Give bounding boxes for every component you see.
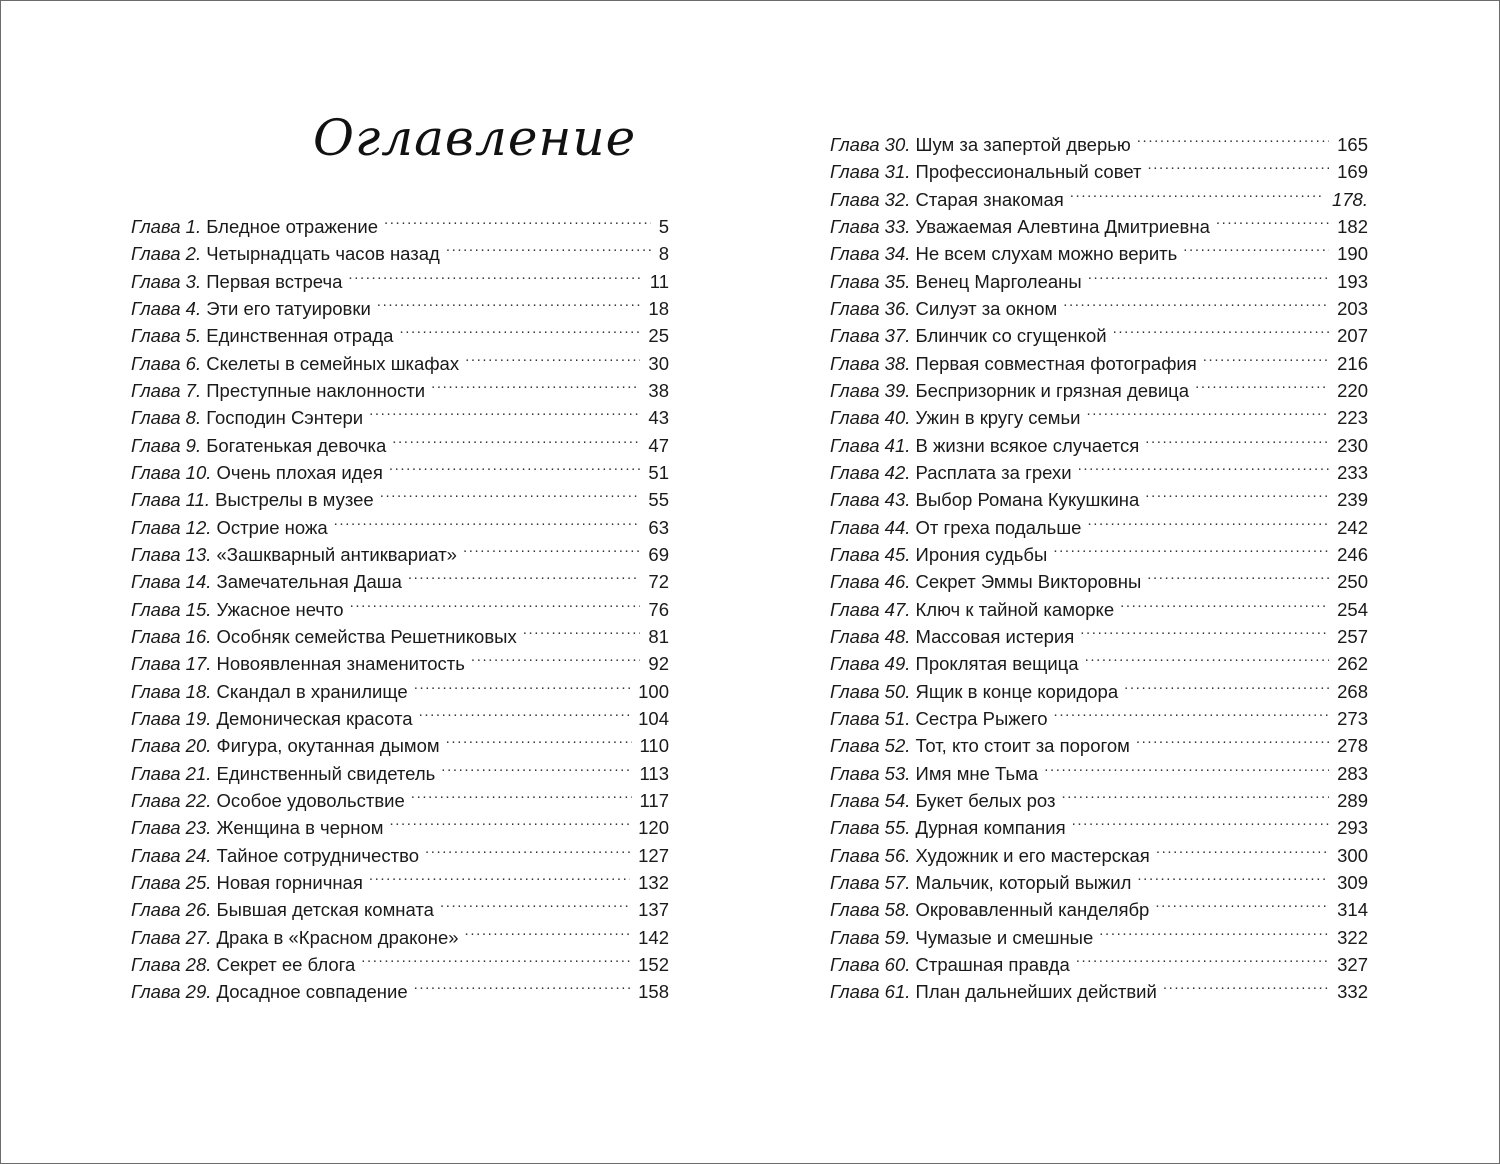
dot-leader (431, 370, 640, 397)
chapter-title: Досадное совпадение (216, 981, 408, 1003)
page-number: 223 (1337, 407, 1368, 429)
chapter-number: Глава 46. (830, 571, 911, 593)
page-number: 322 (1337, 926, 1368, 948)
page-number: 117 (639, 789, 669, 811)
chapter-title: Женщина в черном (216, 817, 384, 839)
page-number: 11 (649, 270, 669, 292)
dot-leader (1120, 589, 1329, 616)
chapter-title: Скелеты в семейных шкафах (206, 352, 460, 374)
chapter-title: Фигура, окутанная дымом (216, 735, 440, 757)
chapter-number: Глава 16. (131, 625, 212, 647)
dot-leader (399, 315, 640, 342)
chapter-title: Новая горничная (216, 871, 363, 893)
dot-leader (1076, 944, 1329, 971)
chapter-title: Секрет ее блога (216, 953, 356, 975)
dot-leader (1085, 643, 1330, 670)
chapter-number: Глава 26. (131, 899, 212, 921)
page-number: 127 (638, 844, 669, 866)
page-number: 165 (1337, 134, 1368, 155)
chapter-number: Глава 57. (830, 871, 911, 893)
dot-leader (380, 479, 641, 506)
toc-entry (131, 206, 669, 237)
dot-leader (1163, 971, 1329, 998)
chapter-title: Сестра Рыжего (915, 707, 1048, 729)
page-number: 250 (1337, 571, 1368, 593)
chapter-number: Глава 2. (131, 243, 202, 265)
chapter-number: Глава 50. (830, 680, 911, 702)
chapter-number: Глава 58. (830, 899, 911, 921)
page-number: 233 (1337, 461, 1368, 483)
chapter-number: Глава 39. (830, 379, 911, 401)
page-number: 268 (1337, 680, 1368, 702)
chapter-title: Проклятая вещица (915, 653, 1079, 675)
chapter-title: Бывшая детская комната (216, 899, 434, 921)
page-number: 230 (1337, 434, 1368, 456)
chapter-number: Глава 24. (131, 844, 212, 866)
dot-leader (1054, 698, 1330, 725)
chapter-title: Господин Сэнтери (206, 407, 364, 429)
page-number: 47 (648, 434, 669, 456)
chapter-title: Преступные наклонности (206, 379, 426, 401)
dot-leader (369, 397, 640, 424)
chapter-number: Глава 19. (131, 707, 212, 729)
chapter-title: Единственный свидетель (216, 762, 436, 784)
dot-leader (1070, 179, 1324, 206)
page-number: 242 (1337, 516, 1368, 538)
chapter-number: Глава 28. (131, 953, 212, 975)
dot-leader (348, 261, 641, 288)
page-number: 51 (648, 461, 669, 483)
chapter-number: Глава 60. (830, 953, 911, 975)
dot-leader (425, 835, 630, 862)
dot-leader (446, 725, 632, 752)
chapter-title: Замечательная Даша (216, 571, 402, 593)
page-number: 246 (1337, 543, 1368, 565)
chapter-title: Венец Марголеаны (915, 270, 1082, 292)
chapter-number: Глава 49. (830, 653, 911, 675)
dot-leader (389, 452, 641, 479)
chapter-number: Глава 51. (830, 707, 911, 729)
chapter-title: Особое удовольствие (216, 789, 405, 811)
chapter-title: Шум за запертой дверью (915, 134, 1131, 155)
chapter-title: Бледное отражение (206, 216, 379, 237)
chapter-title: Тот, кто стоит за порогом (915, 735, 1130, 757)
page-number: 142 (638, 926, 669, 948)
chapter-title: Не всем слухам можно верить (915, 243, 1178, 265)
page-number: 257 (1337, 625, 1368, 647)
page-number: 182 (1337, 215, 1368, 237)
dot-leader (369, 862, 630, 889)
page-number: 76 (648, 598, 669, 620)
chapter-number: Глава 8. (131, 407, 202, 429)
dot-leader (1078, 452, 1330, 479)
chapter-number: Глава 18. (131, 680, 212, 702)
chapter-number: Глава 42. (830, 461, 911, 483)
chapter-number: Глава 12. (131, 516, 212, 538)
page-number: 254 (1337, 598, 1368, 620)
page-number: 25 (648, 325, 669, 347)
chapter-title: Тайное сотрудничество (216, 844, 419, 866)
chapter-number: Глава 4. (131, 297, 202, 319)
dot-leader (465, 917, 631, 944)
page-number: 239 (1337, 489, 1368, 511)
chapter-number: Глава 1. (131, 216, 202, 237)
page-number: 104 (638, 707, 669, 729)
dot-leader (1072, 807, 1329, 834)
page-number: 178. (1331, 188, 1368, 210)
chapter-number: Глава 59. (830, 926, 911, 948)
chapter-title: Букет белых роз (915, 789, 1056, 811)
chapter-title: Чумазые и смешные (915, 926, 1094, 948)
page-number: 158 (638, 981, 669, 1003)
dot-leader (408, 561, 641, 588)
page-number: 110 (639, 735, 669, 757)
dot-leader (377, 288, 641, 315)
dot-leader (1145, 479, 1329, 506)
dot-leader (419, 698, 631, 725)
chapter-title: Дурная компания (915, 817, 1066, 839)
chapter-number: Глава 14. (131, 571, 212, 593)
chapter-number: Глава 9. (131, 434, 202, 456)
chapter-title: Ключ к тайной каморке (915, 598, 1115, 620)
page-number: 43 (648, 407, 669, 429)
chapter-title: Эти его татуировки (206, 297, 371, 319)
chapter-title: Блинчик со сгущенкой (915, 325, 1107, 347)
chapter-number: Глава 10. (131, 461, 212, 483)
chapter-number: Глава 55. (830, 817, 911, 839)
page-number: 100 (638, 680, 669, 702)
dot-leader (1113, 315, 1330, 342)
chapter-number: Глава 15. (131, 598, 212, 620)
dot-leader (1136, 725, 1329, 752)
page-number: 293 (1337, 817, 1368, 839)
chapter-number: Глава 56. (830, 844, 911, 866)
chapter-title: Новоявленная знаменитость (216, 653, 465, 675)
dot-leader (1044, 753, 1329, 780)
dot-leader (411, 780, 632, 807)
dot-leader (1195, 370, 1329, 397)
chapter-title: Драка в «Красном драконе» (216, 926, 459, 948)
dot-leader (471, 643, 641, 670)
chapter-number: Глава 36. (830, 297, 911, 319)
chapter-title: От греха подальше (915, 516, 1082, 538)
toc-left-column (131, 206, 669, 1003)
page-number: 81 (648, 625, 669, 647)
dot-leader (361, 944, 630, 971)
dot-leader (414, 671, 630, 698)
chapter-title: Богатенькая девочка (206, 434, 387, 456)
dot-leader (1087, 507, 1329, 534)
page-number: 69 (648, 543, 669, 565)
page-number: 203 (1337, 297, 1368, 319)
dot-leader (1147, 561, 1329, 588)
dot-leader (1086, 397, 1329, 424)
page-number: 169 (1337, 161, 1368, 183)
page-number: 332 (1337, 981, 1368, 1003)
page-number: 113 (639, 762, 669, 784)
chapter-number: Глава 61. (830, 981, 911, 1003)
toc-right-column (830, 124, 1368, 1003)
chapter-title: Художник и его мастерская (915, 844, 1150, 866)
dot-leader (446, 233, 651, 260)
chapter-title: Демоническая красота (216, 707, 413, 729)
chapter-title: «Зашкварный антиквариат» (216, 543, 457, 565)
dot-leader (1053, 534, 1329, 561)
chapter-title: Особняк семейства Решетниковых (216, 625, 517, 647)
page-number: 314 (1337, 899, 1368, 921)
dot-leader (440, 889, 630, 916)
page-number: 207 (1337, 325, 1368, 347)
chapter-number: Глава 5. (131, 325, 202, 347)
dot-leader (1156, 835, 1329, 862)
dot-leader (392, 425, 640, 452)
dot-leader (1155, 889, 1329, 916)
page-number: 220 (1337, 379, 1368, 401)
dot-leader (414, 971, 631, 998)
page-number: 137 (638, 899, 669, 921)
chapter-title: Мальчик, который выжил (915, 871, 1132, 893)
dot-leader (334, 507, 641, 534)
dot-leader (1216, 206, 1329, 233)
chapter-title: Первая совместная фотография (915, 352, 1197, 374)
chapter-title: Ирония судьбы (915, 543, 1048, 565)
chapter-title: Имя мне Тьма (915, 762, 1039, 784)
chapter-number: Глава 30. (830, 134, 911, 155)
page-number: 300 (1337, 844, 1368, 866)
chapter-title: План дальнейших действий (915, 981, 1157, 1003)
chapter-title: Расплата за грехи (915, 461, 1072, 483)
chapter-number: Глава 48. (830, 625, 911, 647)
chapter-number: Глава 37. (830, 325, 911, 347)
page-number: 152 (638, 953, 669, 975)
dot-leader (1145, 425, 1329, 452)
page-number: 193 (1337, 270, 1368, 292)
chapter-number: Глава 13. (131, 543, 212, 565)
chapter-title: Беспризорник и грязная девица (915, 379, 1190, 401)
page-number: 289 (1337, 789, 1368, 811)
chapter-number: Глава 23. (131, 817, 212, 839)
page-number: 72 (648, 571, 669, 593)
dot-leader (523, 616, 641, 643)
chapter-title: Очень плохая идея (216, 461, 383, 483)
chapter-number: Глава 43. (830, 489, 911, 511)
page-number: 278 (1337, 735, 1368, 757)
page-number: 63 (648, 516, 669, 538)
chapter-number: Глава 6. (131, 352, 202, 374)
toc-entry (830, 124, 1368, 155)
page-number: 216 (1337, 352, 1368, 374)
dot-leader (1147, 151, 1329, 178)
chapter-title: Окровавленный канделябр (915, 899, 1150, 921)
page-number: 327 (1337, 953, 1368, 975)
dot-leader (465, 343, 640, 370)
dot-leader (1063, 288, 1329, 315)
dot-leader (350, 589, 641, 616)
page-number: 30 (648, 352, 669, 374)
chapter-number: Глава 17. (131, 653, 212, 675)
chapter-title: Скандал в хранилище (216, 680, 408, 702)
chapter-title: В жизни всякое случается (915, 434, 1140, 456)
chapter-title: Острие ножа (216, 516, 328, 538)
page-number: 273 (1337, 707, 1368, 729)
chapter-number: Глава 35. (830, 270, 911, 292)
chapter-number: Глава 52. (830, 735, 911, 757)
chapter-title: Первая встреча (206, 270, 343, 292)
chapter-number: Глава 54. (830, 789, 911, 811)
dot-leader (1137, 862, 1329, 889)
chapter-title: Силуэт за окном (915, 297, 1058, 319)
page-number: 38 (648, 379, 669, 401)
page-number: 283 (1337, 762, 1368, 784)
chapter-number: Глава 27. (131, 926, 212, 948)
page-number: 309 (1337, 871, 1368, 893)
chapter-title: Профессиональный совет (915, 161, 1142, 183)
dot-leader (1088, 261, 1329, 288)
dot-leader (463, 534, 640, 561)
page-number: 18 (648, 297, 669, 319)
chapter-number: Глава 41. (830, 434, 911, 456)
toc-title: Оглавление (313, 109, 637, 167)
chapter-title: Старая знакомая (915, 188, 1064, 210)
chapter-number: Глава 31. (830, 161, 911, 183)
page-number: 5 (658, 216, 669, 237)
chapter-number: Глава 3. (131, 270, 202, 292)
dot-leader (1062, 780, 1330, 807)
dot-leader (1080, 616, 1329, 643)
chapter-title: Массовая истерия (915, 625, 1075, 647)
chapter-number: Глава 11. (131, 489, 210, 511)
chapter-title: Ужасное нечто (216, 598, 344, 620)
chapter-title: Страшная правда (915, 953, 1070, 975)
page-number: 262 (1337, 653, 1368, 675)
dot-leader (384, 206, 651, 233)
dot-leader (1124, 671, 1329, 698)
page-number: 92 (648, 653, 669, 675)
page-number: 120 (638, 817, 669, 839)
chapter-number: Глава 40. (830, 407, 911, 429)
chapter-number: Глава 34. (830, 243, 911, 265)
dot-leader (1183, 233, 1329, 260)
dot-leader (1099, 917, 1329, 944)
chapter-title: Ужин в кругу семьи (915, 407, 1081, 429)
chapter-title: Выстрелы в музее (215, 489, 374, 511)
chapter-title: Ящик в конце коридора (915, 680, 1119, 702)
chapter-number: Глава 47. (830, 598, 911, 620)
chapter-number: Глава 25. (131, 871, 212, 893)
page-number: 55 (648, 489, 669, 511)
dot-leader (441, 753, 631, 780)
chapter-title: Уважаемая Алевтина Дмитриевна (915, 215, 1210, 237)
dot-leader (1137, 124, 1329, 151)
chapter-number: Глава 22. (131, 789, 212, 811)
chapter-number: Глава 20. (131, 735, 212, 757)
chapter-title: Четырнадцать часов назад (206, 243, 440, 265)
chapter-number: Глава 45. (830, 543, 911, 565)
dot-leader (1203, 343, 1329, 370)
dot-leader (390, 807, 631, 834)
chapter-number: Глава 32. (830, 188, 911, 210)
chapter-number: Глава 21. (131, 762, 212, 784)
chapter-number: Глава 33. (830, 215, 911, 237)
chapter-number: Глава 44. (830, 516, 911, 538)
chapter-number: Глава 38. (830, 352, 911, 374)
chapter-number: Глава 29. (131, 981, 212, 1003)
page-number: 132 (638, 871, 669, 893)
page-number: 8 (658, 243, 669, 265)
chapter-number: Глава 7. (131, 379, 202, 401)
chapter-number: Глава 53. (830, 762, 911, 784)
chapter-title: Единственная отрада (206, 325, 394, 347)
page-number: 190 (1337, 243, 1368, 265)
chapter-title: Выбор Романа Кукушкина (915, 489, 1140, 511)
chapter-title: Секрет Эммы Викторовны (915, 571, 1142, 593)
